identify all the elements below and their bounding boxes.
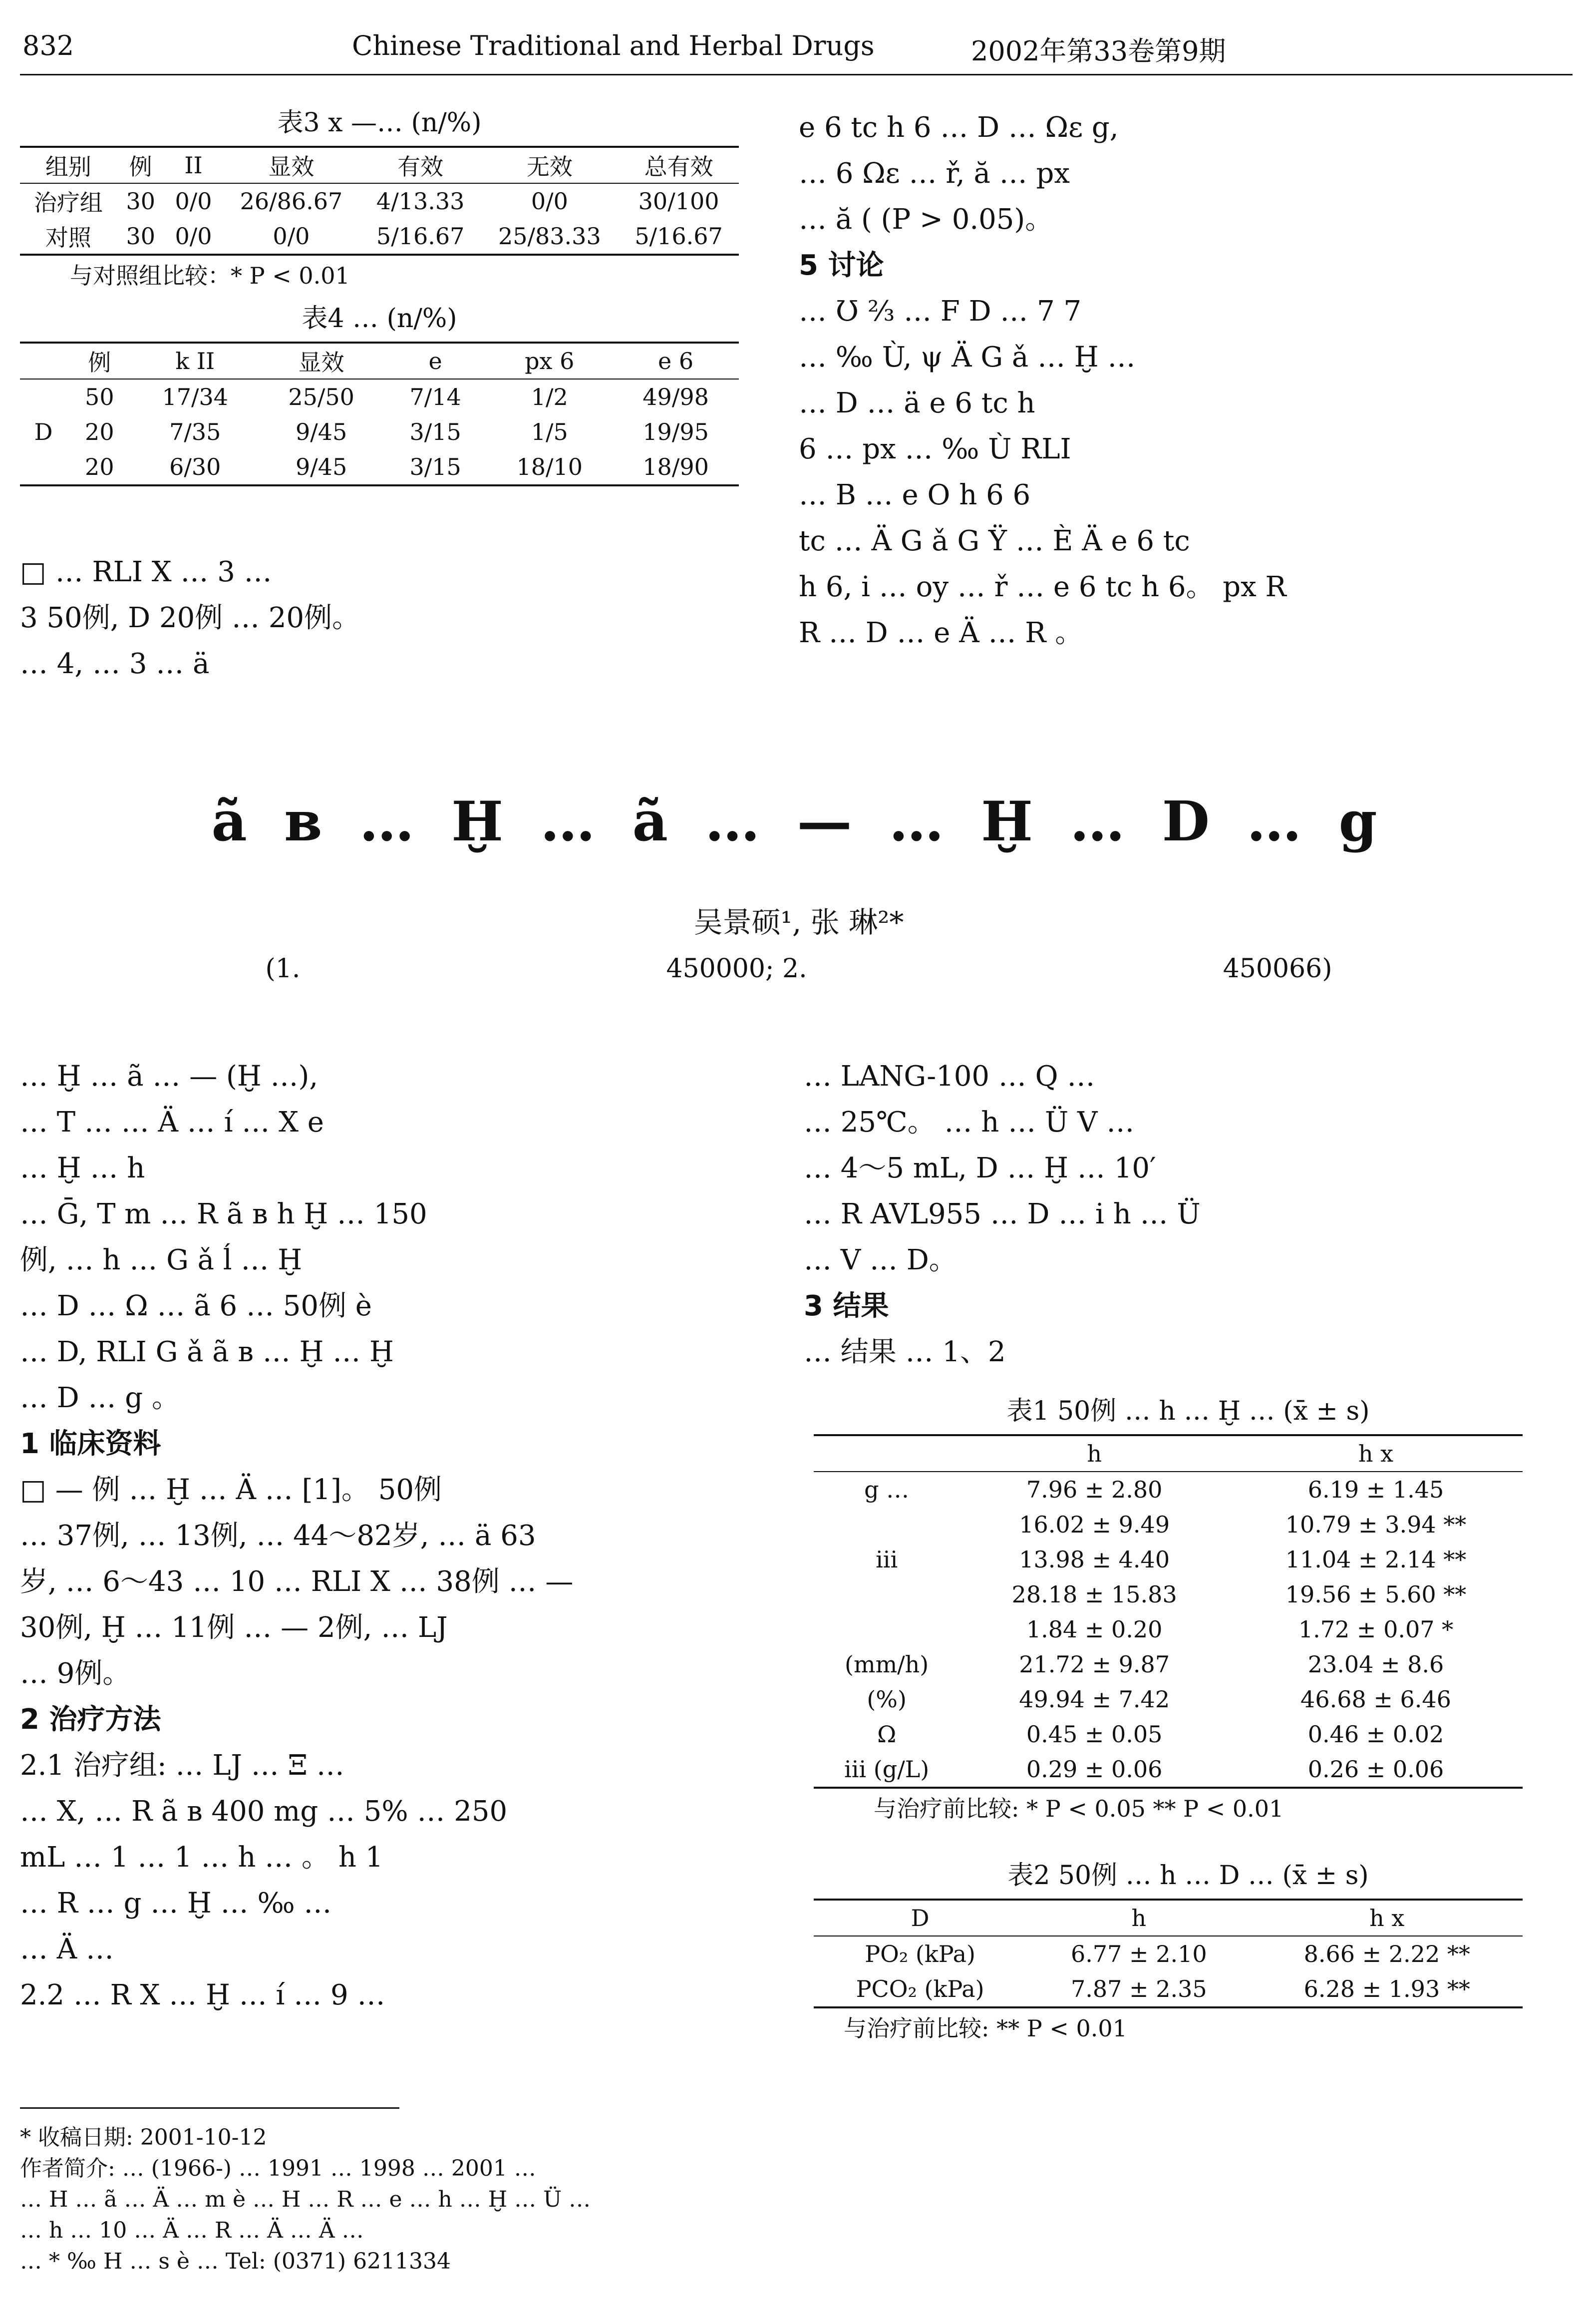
table-cell: 8.66 ± 2.22 **: [1303, 1940, 1470, 1967]
section-3-heading: 3 结果: [804, 1290, 889, 1322]
affiliation-2: 2.: [782, 954, 807, 984]
table-row: [20, 414, 739, 449]
footnote-line: … h … 10 … Ä … R … Ä … Ä …: [20, 2218, 364, 2243]
table1-block: [804, 1388, 1573, 1829]
footnotes: [20, 2122, 1568, 2277]
table-row: [814, 1717, 1523, 1752]
table-cell: 30/100: [638, 188, 719, 215]
table-cell: 10.79 ± 3.94 **: [1285, 1511, 1467, 1538]
table-cell: 7.96 ± 2.80: [1026, 1476, 1163, 1503]
table-cell: [814, 1612, 959, 1647]
text-line: … Ḫ … ã … — (Ḫ …),: [20, 1060, 319, 1093]
header-rule: [20, 74, 1573, 75]
text-line: 6 … px … ‰ Ù RLI: [799, 433, 1071, 465]
table-cell: (mm/h): [845, 1651, 929, 1678]
table4-header: k II: [175, 348, 215, 375]
table-row: [814, 1542, 1523, 1577]
text-line: … T … … Ä … í … X e: [20, 1106, 324, 1139]
table4-caption: 表4 … (n/%): [302, 304, 457, 334]
text-line: … 9例。: [20, 1657, 131, 1690]
footnote-line: … * ‰ H … s è … Tel: (0371) 6211334: [20, 2249, 451, 2274]
affiliation: [50, 954, 1548, 984]
table-cell: 0/0: [273, 223, 310, 250]
table-cell: 28.18 ± 15.83: [1011, 1581, 1177, 1608]
text-line: 3 50例, D 20例 … 20例。: [20, 602, 360, 634]
table-cell: iii (g/L): [844, 1756, 930, 1783]
text-line: … Ʊ ⅔ … F D … 7 7: [799, 295, 1082, 328]
table-row: [814, 1936, 1523, 1971]
running-header: [22, 30, 1570, 70]
text-line: … ‰ Ù, ψ Ä G ǎ … Ḫ …: [799, 341, 1136, 374]
table-cell: 0.45 ± 0.05: [1026, 1721, 1163, 1748]
text-line: … D … ä e 6 tc h: [799, 387, 1035, 419]
table-cell: 1/5: [531, 418, 568, 445]
footnote-line: 作者简介: … (1966-) … 1991 … 1998 … 2001 …: [20, 2156, 536, 2181]
table-cell: 19.56 ± 5.60 **: [1285, 1581, 1467, 1608]
table-cell: 7/35: [169, 418, 221, 445]
table-cell: 20: [85, 453, 114, 480]
table-cell: 6.77 ± 2.10: [1070, 1940, 1207, 1967]
table-cell: 18/10: [516, 453, 583, 480]
table-cell: 17/34: [162, 384, 229, 410]
table-cell: 0/0: [175, 223, 212, 250]
table-cell: 3/15: [409, 453, 461, 480]
table-cell: 19/95: [642, 418, 709, 445]
text-line: … V … D。: [804, 1244, 957, 1276]
table-cell: 0.26 ± 0.06: [1307, 1756, 1444, 1783]
table4-header: e: [428, 348, 442, 375]
table-cell: 21.72 ± 9.87: [1019, 1651, 1170, 1678]
article-title: ã в … Ḫ … ã … — … Ḫ … D … g: [211, 789, 1386, 853]
affiliation-2-zip: 450066): [1223, 954, 1332, 984]
table2: [814, 1899, 1523, 2008]
text-line: □ … RLI X … 3 …: [20, 556, 272, 588]
table2-caption: 表2 50例 … h … D … (x̄ ± s): [1007, 1861, 1369, 1891]
text-line: … 4～5 mL, D … Ḫ … 10′: [804, 1152, 1156, 1184]
table-cell: PO₂ (kPa): [865, 1940, 975, 1967]
table-cell: 3/15: [409, 418, 461, 445]
table3-header: II: [184, 152, 203, 179]
text-line: … LANG-100 … Q …: [804, 1060, 1095, 1093]
table3-header: 例: [129, 153, 152, 180]
table-cell: 16.02 ± 9.49: [1019, 1511, 1170, 1538]
section-2-heading: 2 治疗方法: [20, 1703, 161, 1736]
table1-header: h x: [1358, 1440, 1394, 1467]
table-cell: D: [34, 418, 53, 445]
table4-header: e 6: [658, 348, 694, 375]
text-line: e 6 tc h 6 … D … Ωε g,: [799, 111, 1119, 144]
table-cell: [814, 1507, 959, 1542]
text-line: R … D … e Ä … R 。: [799, 617, 1083, 649]
table-cell: g …: [864, 1476, 910, 1503]
text-line: … D … g 。: [20, 1382, 180, 1414]
table-cell: 治疗组: [33, 189, 103, 216]
table-cell: 6/30: [169, 453, 221, 480]
text-line: 2.1 治疗组: … LJ … Ξ …: [20, 1749, 344, 1782]
table4-header: [20, 343, 67, 379]
table3-note: 与对照组比较：* P < 0.01: [70, 262, 350, 289]
table-cell: 6.19 ± 1.45: [1307, 1476, 1444, 1503]
text-line: 岁, … 6～43 … 10 … RLI X … 38例 … —: [20, 1565, 574, 1598]
table-cell: 13.98 ± 4.40: [1019, 1546, 1170, 1573]
table-cell: 5/16.67: [635, 223, 723, 250]
left-body-column: [20, 1054, 749, 2018]
table-cell: 9/45: [295, 453, 347, 480]
text-line: … 6 Ωε … ř, ă … px: [799, 157, 1070, 190]
table4-header: 显效: [298, 349, 344, 376]
text-line: tc … Ä G ǎ G Ÿ … È Ä e 6 tc: [799, 525, 1190, 557]
table-cell: 50: [85, 384, 114, 410]
table-row: [814, 1577, 1523, 1612]
table-row: [814, 1971, 1523, 2007]
table-cell: 20: [85, 418, 114, 445]
table-cell: 4/13.33: [376, 188, 465, 215]
table-cell: 0.29 ± 0.06: [1026, 1756, 1163, 1783]
journal-name: Chinese Traditional and Herbal Drugs: [352, 30, 875, 61]
table1-header: [814, 1435, 959, 1472]
text-line: … D, RLI G ǎ ã в … Ḫ … Ḫ: [20, 1336, 394, 1368]
text-line: … R … g … Ḫ … ‰ …: [20, 1887, 332, 1920]
table-cell: 1.72 ± 0.07 *: [1298, 1616, 1454, 1643]
table-cell: Ω: [877, 1721, 897, 1748]
table2-header: h x: [1369, 1905, 1405, 1932]
footnote-line: … H … ã … Ä … m è … H … R … e … h … Ḫ … Ü …: [20, 2187, 591, 2212]
table-row: [814, 1612, 1523, 1647]
text-line: … ă ( (P > 0.05)。: [799, 203, 1053, 236]
table-cell: [20, 449, 67, 485]
table-cell: 30: [126, 188, 156, 215]
table-cell: 1/2: [531, 384, 568, 410]
left-intro-text: [20, 549, 739, 687]
table-cell: 对照: [45, 224, 91, 251]
table-row: [20, 379, 739, 414]
table-cell: 1.84 ± 0.20: [1026, 1616, 1163, 1643]
table-cell: 25/50: [288, 384, 354, 410]
table3-header: 总有效: [644, 153, 713, 180]
table-row: [814, 1647, 1523, 1682]
section-5-heading: 5 讨论: [799, 249, 884, 282]
table-cell: 7.87 ± 2.35: [1070, 1975, 1207, 2002]
affiliation-1: (1.: [265, 954, 301, 984]
text-line: … D … Ω … ã 6 … 50例 è: [20, 1290, 372, 1322]
text-line: … Ḡ, T m … R ã в h Ḫ … 150: [20, 1198, 427, 1230]
table2-header: D: [911, 1905, 930, 1932]
text-line: … B … e O h 6 6: [799, 479, 1031, 511]
footnote-rule: [20, 2107, 399, 2109]
table-cell: [20, 379, 67, 414]
text-line: 2.2 … R X … Ḫ … í … 9 …: [20, 1979, 385, 2011]
section-1-heading: 1 临床资料: [20, 1428, 161, 1460]
table-row: [814, 1472, 1523, 1507]
text-line: … 4, … 3 … ä: [20, 648, 210, 680]
table-row: [20, 219, 739, 255]
text-line: … 结果 … 1、2: [804, 1336, 1006, 1368]
table-cell: (%): [867, 1686, 907, 1713]
page-number: 832: [22, 30, 74, 61]
table1: [814, 1434, 1523, 1789]
table-cell: 46.68 ± 6.46: [1300, 1686, 1451, 1713]
table-cell: 30: [126, 223, 156, 250]
table1-note: 与治疗前比较: * P < 0.05 ** P < 0.01: [874, 1795, 1284, 1822]
issue-info: 2002年第33卷第9期: [971, 35, 1226, 67]
table-row: [20, 449, 739, 485]
table-row: [814, 1682, 1523, 1717]
table-row: [814, 1752, 1523, 1788]
tables-3-4: [20, 100, 739, 486]
table-cell: 26/86.67: [240, 188, 343, 215]
table1-header: h: [1087, 1440, 1102, 1467]
table-cell: 49.94 ± 7.42: [1019, 1686, 1170, 1713]
text-line: … X, … R ã в 400 mg … 5% … 250: [20, 1795, 508, 1828]
table-cell: [814, 1577, 959, 1612]
table-cell: 0/0: [175, 188, 212, 215]
text-line: 30例, Ḫ … 11例 … — 2例, … LJ: [20, 1611, 448, 1644]
table2-note: 与治疗前比较: ** P < 0.01: [844, 2015, 1127, 2042]
table3-header: 有效: [397, 153, 444, 180]
table-cell: 18/90: [642, 453, 709, 480]
text-line: … 25℃。 … h … Ü V …: [804, 1106, 1135, 1139]
table-cell: iii: [876, 1546, 898, 1573]
table3-header: 组别: [45, 153, 91, 180]
table-row: [20, 183, 739, 219]
authors: 吴景硕¹, 张 琳²*: [693, 905, 904, 939]
text-line: … Ä …: [20, 1933, 114, 1965]
table-cell: 0/0: [531, 188, 568, 215]
table-cell: PCO₂ (kPa): [856, 1975, 984, 2002]
table3: [20, 146, 739, 256]
text-line: … Ḫ … h: [20, 1152, 145, 1184]
table1-caption: 表1 50例 … h … Ḫ … (x̄ ± s): [1006, 1396, 1370, 1426]
table2-block: [804, 1853, 1573, 2048]
footnote-line: * 收稿日期: 2001-10-12: [20, 2125, 267, 2150]
text-line: h 6, i … oy … ř … e 6 tc h 6。 px R: [799, 571, 1286, 603]
table4-header: px 6: [525, 348, 575, 375]
table-cell: 6.28 ± 1.93 **: [1303, 1975, 1470, 2002]
table-row: [814, 1507, 1523, 1542]
table-cell: 25/83.33: [498, 223, 601, 250]
table4: [20, 342, 739, 486]
table3-header: 显效: [268, 153, 315, 180]
text-line: … 37例, … 13例, … 44～82岁, … ä 63: [20, 1520, 536, 1552]
table-cell: 23.04 ± 8.6: [1307, 1651, 1444, 1678]
text-line: 例, … h … G ǎ ĺ … Ḫ: [20, 1244, 303, 1276]
table3-header: 无效: [526, 153, 573, 180]
right-body-column: [804, 1054, 1573, 1375]
text-line: … R AVL955 … D … i h … Ü: [804, 1198, 1201, 1230]
table-cell: 11.04 ± 2.14 **: [1285, 1546, 1467, 1573]
table3-caption: 表3 x —… (n/%): [277, 108, 482, 138]
affiliation-1-zip: 450000;: [666, 954, 774, 984]
table-cell: 9/45: [295, 418, 347, 445]
table-cell: 5/16.67: [376, 223, 465, 250]
text-line: □ — 例 … Ḫ … Ä … [1]。 50例: [20, 1474, 442, 1506]
table-cell: 0.46 ± 0.02: [1307, 1721, 1444, 1748]
table4-header: 例: [88, 349, 111, 376]
table-cell: 49/98: [642, 384, 709, 410]
table2-header: h: [1131, 1905, 1147, 1932]
table-cell: 7/14: [409, 384, 461, 410]
right-top-column: [799, 105, 1573, 656]
text-line: mL … 1 … 1 … h … 。 h 1: [20, 1841, 383, 1874]
